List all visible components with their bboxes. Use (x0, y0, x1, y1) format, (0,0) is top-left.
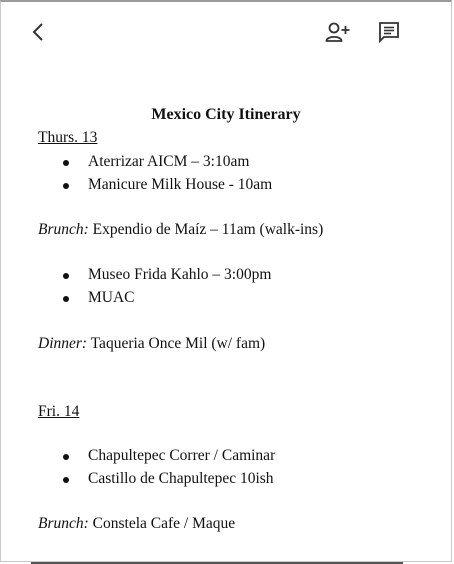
meal-value: Constela Cafe / Maque (88, 515, 236, 532)
meal-label: Dinner: (38, 335, 88, 352)
list-item-text: Museo Frida Kahlo – 3:00pm (88, 266, 272, 283)
list-item-text: Aterrizar AICM – 3:10am (88, 153, 250, 170)
day-heading-fri: Fri. 14 (38, 403, 80, 420)
list-item-text: Manicure Milk House - 10am (88, 176, 273, 193)
top-toolbar (1, 2, 451, 62)
meal-label: Brunch: (38, 515, 89, 532)
list-item-text: MUAC (88, 289, 135, 306)
day-heading-thurs: Thurs. 13 (38, 129, 98, 146)
meal-label: Brunch: (38, 221, 89, 238)
dinner-line-thurs (38, 335, 265, 353)
meal-value: Taqueria Once Mil (w/ fam) (87, 335, 266, 352)
back-arrow-icon[interactable] (23, 17, 53, 47)
brunch-line-fri (38, 515, 235, 533)
comment-icon[interactable] (374, 17, 404, 47)
list-item-text: Castillo de Chapultepec 10ish (88, 470, 274, 487)
list-item-text: Chapultepec Correr / Caminar (88, 447, 276, 464)
meal-value: Expendio de Maíz – 11am (walk-ins) (88, 221, 324, 238)
add-person-icon[interactable] (323, 17, 353, 47)
document-title: Mexico City Itinerary (151, 106, 301, 123)
brunch-line-thurs (38, 221, 323, 239)
